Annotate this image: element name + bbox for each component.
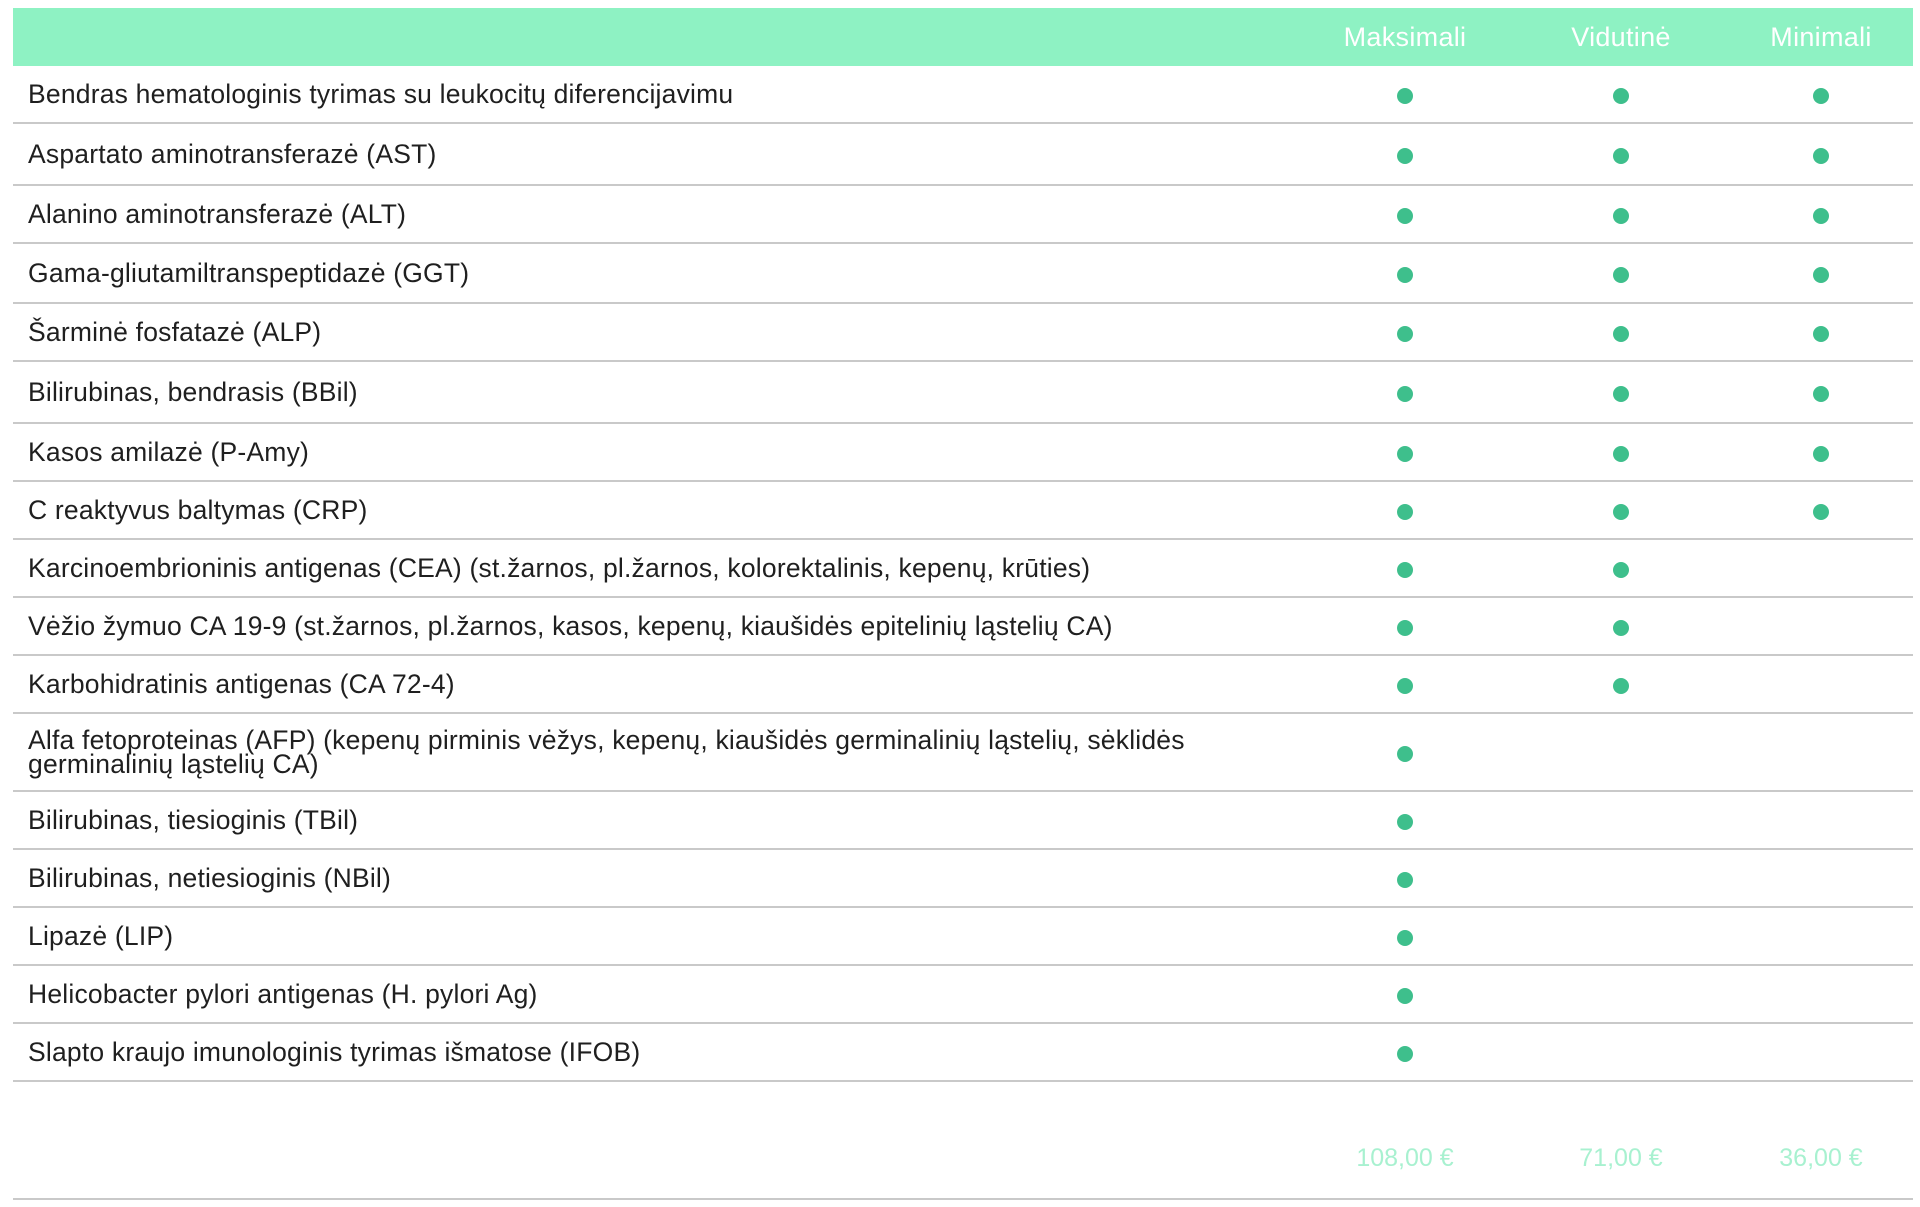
included-dot-icon [1397, 814, 1413, 830]
included-dot-icon [1813, 148, 1829, 164]
included-dot-icon [1397, 988, 1413, 1004]
test-name: Bilirubinas, bendrasis (BBil) [28, 377, 358, 407]
package-comparison-table [13, 8, 1913, 1200]
table-header [13, 8, 1913, 66]
column-header-max: Maksimali [1343, 22, 1467, 52]
table-row [13, 124, 1913, 186]
table-row [13, 908, 1913, 966]
test-name: Bilirubinas, tiesioginis (TBil) [28, 805, 359, 835]
included-dot-icon [1397, 326, 1413, 342]
column-header-mid: Vidutinė [1571, 22, 1671, 52]
table-body [13, 66, 1913, 1082]
table-row [13, 362, 1913, 424]
price-min: 36,00 € [1779, 1144, 1863, 1172]
included-dot-icon [1397, 504, 1413, 520]
test-name: Karcinoembrioninis antigenas (CEA) (st.žarnos, pl.žarnos, kolorektalinis, kepenų, krūties) [28, 553, 1091, 583]
included-dot-icon [1397, 148, 1413, 164]
column-header-min: Minimali [1770, 22, 1872, 52]
included-dot-icon [1613, 267, 1629, 283]
table-row [13, 966, 1913, 1024]
table-row [13, 66, 1913, 124]
table-row [13, 304, 1913, 362]
price-row [13, 1082, 1913, 1200]
included-dot-icon [1397, 446, 1413, 462]
test-name: Alfa fetoproteinas (AFP) (kepenų pirminis vėžys, kepenų, kiaušidės germinalinių ląstelių, sėklidės germinalinių ląstelių CA) [28, 725, 1185, 779]
included-dot-icon [1397, 872, 1413, 888]
table-row [13, 656, 1913, 714]
test-name: Slapto kraujo imunologinis tyrimas išmatose (IFOB) [28, 1037, 641, 1067]
table-row [13, 792, 1913, 850]
table-row [13, 540, 1913, 598]
included-dot-icon [1813, 326, 1829, 342]
test-name: Bendras hematologinis tyrimas su leukocitų diferencijavimu [28, 79, 734, 109]
included-dot-icon [1613, 504, 1629, 520]
table-row [13, 186, 1913, 244]
included-dot-icon [1613, 678, 1629, 694]
test-name: Vėžio žymuo CA 19-9 (st.žarnos, pl.žarnos, kasos, kepenų, kiaušidės epitelinių ląstelių CA) [28, 611, 1113, 641]
included-dot-icon [1613, 88, 1629, 104]
included-dot-icon [1613, 562, 1629, 578]
test-name: Lipazė (LIP) [28, 921, 174, 951]
table-row [13, 244, 1913, 304]
included-dot-icon [1613, 148, 1629, 164]
included-dot-icon [1813, 504, 1829, 520]
test-name: Karbohidratinis antigenas (CA 72-4) [28, 669, 455, 699]
test-name: Alanino aminotransferazė (ALT) [28, 199, 407, 229]
table-row [13, 850, 1913, 908]
table-row [13, 714, 1913, 792]
included-dot-icon [1613, 386, 1629, 402]
included-dot-icon [1397, 1046, 1413, 1062]
test-name: Gama-gliutamiltranspeptidazė (GGT) [28, 258, 470, 288]
included-dot-icon [1613, 446, 1629, 462]
included-dot-icon [1397, 208, 1413, 224]
test-name: Helicobacter pylori antigenas (H. pylori Ag) [28, 979, 538, 1009]
table-row [13, 424, 1913, 482]
price-mid: 71,00 € [1579, 1144, 1663, 1172]
table-row [13, 598, 1913, 656]
included-dot-icon [1397, 746, 1413, 762]
included-dot-icon [1397, 620, 1413, 636]
table-row [13, 482, 1913, 540]
test-name: Bilirubinas, netiesioginis (NBil) [28, 863, 392, 893]
included-dot-icon [1813, 386, 1829, 402]
test-name: Kasos amilazė (P-Amy) [28, 437, 310, 467]
included-dot-icon [1397, 267, 1413, 283]
included-dot-icon [1397, 88, 1413, 104]
test-name: Aspartato aminotransferazė (AST) [28, 139, 437, 169]
included-dot-icon [1813, 267, 1829, 283]
test-name: C reaktyvus baltymas (CRP) [28, 495, 368, 525]
included-dot-icon [1397, 930, 1413, 946]
included-dot-icon [1813, 446, 1829, 462]
included-dot-icon [1397, 562, 1413, 578]
included-dot-icon [1613, 326, 1629, 342]
included-dot-icon [1613, 208, 1629, 224]
included-dot-icon [1397, 678, 1413, 694]
included-dot-icon [1613, 620, 1629, 636]
test-name: Šarminė fosfatazė (ALP) [28, 317, 322, 347]
included-dot-icon [1397, 386, 1413, 402]
table-row [13, 1024, 1913, 1082]
price-max: 108,00 € [1356, 1144, 1454, 1172]
included-dot-icon [1813, 208, 1829, 224]
included-dot-icon [1813, 88, 1829, 104]
